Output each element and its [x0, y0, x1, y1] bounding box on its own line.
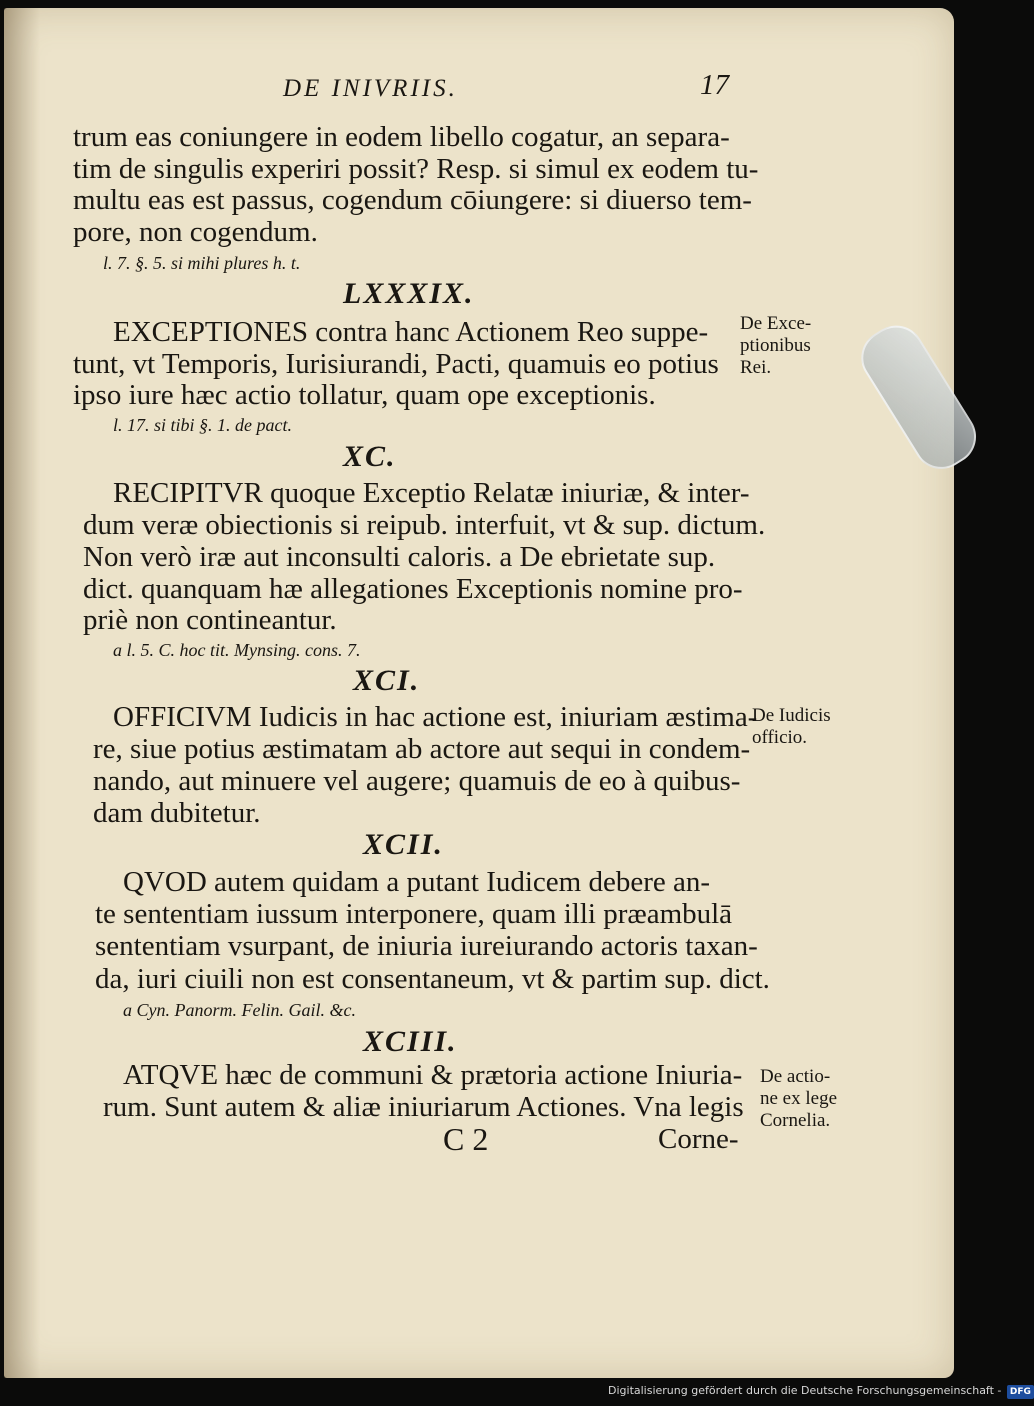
credit-text: Digitalisierung gefördert durch die Deutsche Forschungsgemeinschaft - — [608, 1384, 1002, 1397]
text-line: priè non contineantur. — [83, 604, 337, 636]
text-line: multu eas est passus, cogendum cōiungere: si diuerso tem- — [73, 184, 752, 216]
page-number: 17 — [700, 69, 729, 101]
digitization-credit — [608, 1384, 1034, 1399]
text-line: tim de singulis experiri possit? Resp. si simul ex eodem tu- — [73, 153, 759, 185]
marginal-note-line: Cornelia. — [760, 1110, 831, 1131]
running-head-title: DE INIVRIIS. — [283, 75, 458, 102]
text-line: Non verò iræ aut inconsulti caloris. a De ebrietate sup. — [83, 541, 716, 573]
citation-line: l. 17. si tibi §. 1. de pact. — [113, 415, 292, 435]
marginal-note-line: De Iudicis — [752, 705, 831, 726]
text-line: dam dubitetur. — [93, 797, 261, 829]
section-heading: XCII. — [363, 828, 444, 861]
text-line: tunt, vt Temporis, Iurisiurandi, Pacti, quamuis eo potius — [73, 348, 719, 380]
marginal-note-lex-cornelia — [760, 1066, 837, 1132]
dfg-logo: DFG — [1007, 1385, 1034, 1399]
marginal-note-line: De Exce- — [740, 313, 812, 334]
text-line: dum veræ obiectionis si reipub. interfuit, vt & sup. dictum. — [83, 509, 766, 541]
text-line: ATQVE hæc de communi & prætoria actione Iniuria- — [123, 1059, 743, 1091]
text-line: sententiam vsurpant, de iniuria iureiurando actoris taxan- — [95, 930, 758, 962]
text-line: da, iuri ciuili non est consentaneum, vt & partim sup. dict. — [95, 963, 770, 995]
text-line: dict. quanquam hæ allegationes Exceptionis nomine pro- — [83, 573, 743, 605]
section-heading: XCIII. — [363, 1025, 458, 1058]
marginal-note-exceptions — [740, 313, 811, 379]
text-line: QVOD autem quidam a putant Iudicem debere an- — [123, 866, 711, 898]
catchword: Corne- — [658, 1123, 739, 1155]
marginal-note-line: officio. — [752, 727, 808, 748]
citation-line: a Cyn. Panorm. Felin. Gail. &c. — [123, 1000, 356, 1020]
citation-line: l. 7. §. 5. si mihi plures h. t. — [103, 253, 301, 273]
section-heading: XCI. — [353, 664, 421, 697]
marginal-note-line: De actio- — [760, 1066, 831, 1087]
text-line: pore, non cogendum. — [73, 216, 318, 248]
text-line: ipso iure hæc actio tollatur, quam ope exceptionis. — [73, 379, 656, 411]
marginal-note-line: ptionibus — [740, 335, 811, 356]
section-heading: LXXXIX. — [343, 277, 475, 310]
text-line: EXCEPTIONES contra hanc Actionem Reo suppe- — [113, 316, 709, 348]
section-heading: XC. — [343, 440, 397, 473]
text-line: OFFICIVM Iudicis in hac actione est, iniuriam æstima- — [113, 701, 758, 733]
marginal-note-line: ne ex lege — [760, 1088, 838, 1109]
text-line: nando, aut minuere vel augere; quamuis de eo à quibus- — [93, 765, 741, 797]
text-line: te sententiam iussum interponere, quam illi præambulā — [95, 898, 733, 930]
marginal-note-line: Rei. — [740, 357, 772, 378]
signature-mark: C 2 — [443, 1121, 489, 1157]
text-line: RECIPITVR quoque Exceptio Relatæ iniuriæ, & inter- — [113, 477, 750, 509]
citation-line: a l. 5. C. hoc tit. Mynsing. cons. 7. — [113, 640, 361, 660]
text-line: re, siue potius æstimatam ab actore aut sequi in condem- — [93, 733, 751, 765]
page-gutter-shadow — [4, 8, 40, 1378]
marginal-note-judge-office — [752, 705, 831, 749]
text-line: trum eas coniungere in eodem libello cogatur, an separa- — [73, 121, 730, 153]
text-line: rum. Sunt autem & aliæ iniuriarum Actiones. Vna legis — [103, 1091, 744, 1123]
